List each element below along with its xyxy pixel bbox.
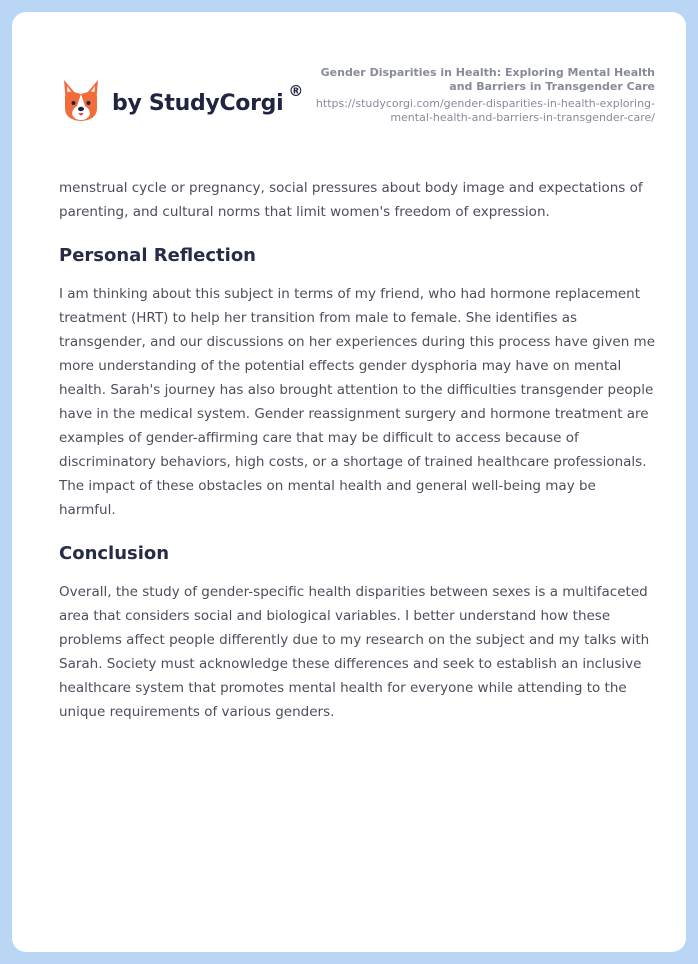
source-title: Gender Disparities in Health: Exploring Mental Health and Barriers in Transgender Care (320, 66, 655, 93)
section-paragraph-conclusion: Overall, the study of gender-specific health disparities between sexes is a multifaceted area that considers social and biological variables. I better understand how these problems affect people differently due to my research on the subject and my talks with Sarah. Society must acknowledge these differences and seek to establish an inclusive healthcare system that promotes mental health for everyone while attending to the unique requirements of various genders. (59, 584, 650, 720)
source-info (295, 66, 655, 125)
registered-mark: ® (288, 82, 304, 100)
corgi-logo-icon (60, 78, 102, 124)
section-heading-conclusion: Conclusion (59, 543, 170, 564)
logo-wordmark: by StudyCorgi (112, 90, 284, 116)
section-heading-personal-reflection: Personal Reflection (59, 245, 256, 266)
page-header (12, 12, 686, 142)
document-page (12, 12, 686, 952)
section-paragraph-personal-reflection: I am thinking about this subject in terms of my friend, who had hormone replacement treatment (HRT) to help her transition from male to female. She identifies as transgender, and our discussions on her experiences during this process have given me more understanding of the potential effects gender dysphoria may have on mental health. Sarah's journey has also brought attention to the difficulties transgender people have in the medical system. Gender reassignment surgery and hormone treatment are examples of gender-affirming care that may be difficult to access because of discriminatory behaviors, high costs, or a shortage of trained healthcare professionals. The impact of these obstacles on mental health and general well-being may be harmful. (59, 286, 656, 518)
source-url-link[interactable]: https://studycorgi.com/gender-disparities-in-health-exploring-mental-health-and-barriers-in-transgender-care/ (315, 97, 655, 124)
intro-paragraph: menstrual cycle or pregnancy, social pressures about body image and expectations of parenting, and cultural norms that limit women's freedom of expression. (59, 180, 643, 220)
studycorgi-logo[interactable] (60, 76, 320, 126)
document-body (59, 176, 655, 724)
